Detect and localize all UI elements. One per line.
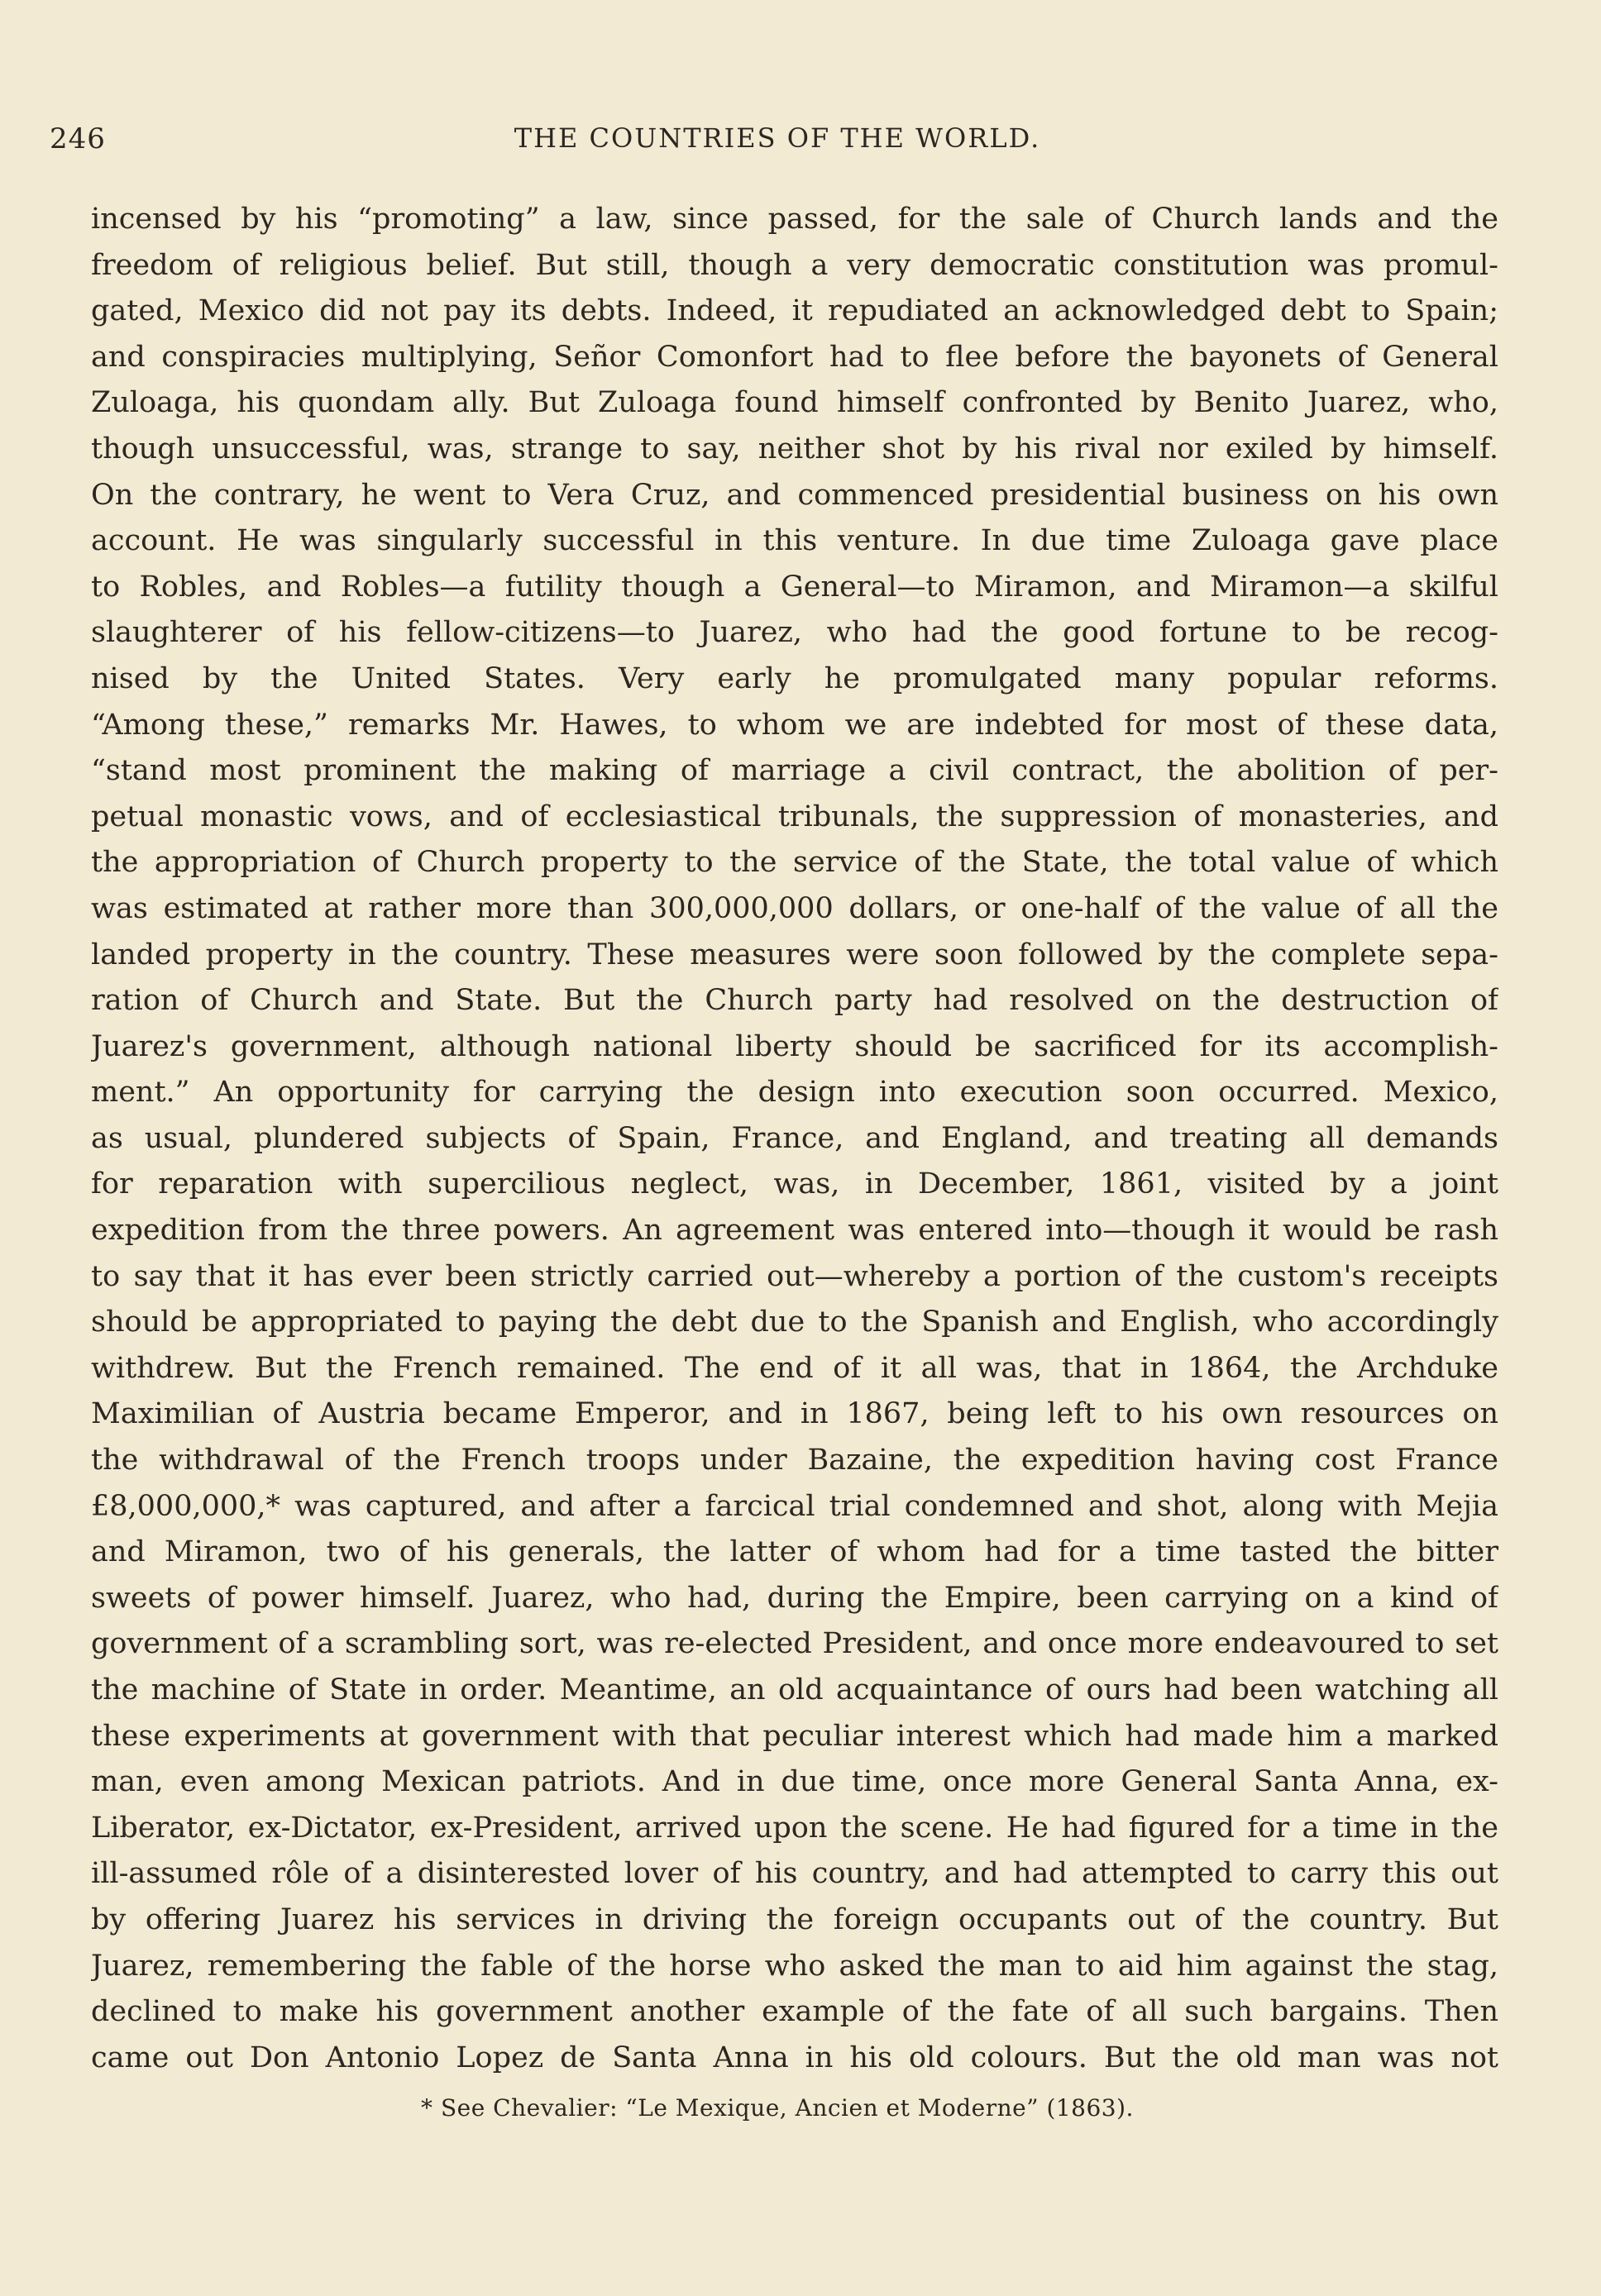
text-line: was estimated at rather more than 300,000,000 dollars, or one-half of the value of all the <box>91 891 1498 925</box>
text-line: as usual, plundered subjects of Spain, France, and England, and treating all demands <box>91 1121 1498 1155</box>
footnote: * See Chevalier: “Le Mexique, Ancien et Moderne” (1863). <box>421 2094 1134 2122</box>
text-line: freedom of religious belief. But still, though a very democratic constitution was promul- <box>91 248 1498 282</box>
text-line: “Among these,” remarks Mr. Hawes, to whom we are indebted for most of these data, <box>91 708 1498 742</box>
text-line: landed property in the country. These measures were soon followed by the complete sepa- <box>91 938 1498 971</box>
text-line: though unsuccessful, was, strange to say, neither shot by his rival nor exiled by himself. <box>91 432 1498 465</box>
text-line: the withdrawal of the French troops under Bazaine, the expedition having cost France <box>91 1444 1498 1477</box>
text-line: slaughterer of his fellow-citizens—to Juarez, who had the good fortune to be recog- <box>91 616 1498 650</box>
text-line: came out Don Antonio Lopez de Santa Anna in his old colours. But the old man was not <box>91 2041 1498 2074</box>
text-line: ment.” An opportunity for carrying the design into execution soon occurred. Mexico, <box>91 1076 1498 1110</box>
text-line: expedition from the three powers. An agreement was entered into—though it would be rash <box>91 1214 1498 1248</box>
text-line: account. He was singularly successful in this venture. In due time Zuloaga gave place <box>91 524 1498 558</box>
text-line: ill-assumed rôle of a disinterested lover of his country, and had attempted to carry this out <box>91 1857 1498 1891</box>
text-line: declined to make his government another example of the fate of all such bargains. Then <box>91 1995 1498 2029</box>
text-line: man, even among Mexican patriots. And in due time, once more General Santa Anna, ex- <box>91 1765 1498 1799</box>
text-line: Zuloaga, his quondam ally. But Zuloaga found himself confronted by Benito Juarez, who, <box>91 386 1498 420</box>
text-line: ration of Church and State. But the Church party had resolved on the destruction of <box>91 984 1498 1018</box>
text-line: these experiments at government with that peculiar interest which had made him a marked <box>91 1719 1498 1753</box>
text-line: and Miramon, two of his generals, the latter of whom had for a time tasted the bitter <box>91 1535 1498 1569</box>
text-line: by offering Juarez his services in driving the foreign occupants out of the country. But <box>91 1902 1498 1936</box>
text-line: Juarez's government, although national liberty should be sacrificed for its accomplish- <box>91 1029 1498 1063</box>
text-line: incensed by his “promoting” a law, since passed, for the sale of Church lands and the <box>91 203 1498 236</box>
text-line: the machine of State in order. Meantime, an old acquaintance of ours had been watching all <box>91 1673 1498 1706</box>
text-line: to say that it has ever been strictly carried out—whereby a portion of the custom's receipts <box>91 1259 1498 1293</box>
text-line: for reparation with supercilious neglect, was, in December, 1861, visited by a joint <box>91 1167 1498 1201</box>
text-line: government of a scrambling sort, was re-elected President, and once more endeavoured to set <box>91 1627 1498 1661</box>
text-line: petual monastic vows, and of ecclesiastical tribunals, the suppression of monasteries, and <box>91 800 1498 833</box>
text-line: Maximilian of Austria became Emperor, and in 1867, being left to his own resources on <box>91 1397 1498 1431</box>
text-line: and conspiracies multiplying, Señor Comonfort had to flee before the bayonets of General <box>91 340 1498 374</box>
text-line: withdrew. But the French remained. The end of it all was, that in 1864, the Archduke <box>91 1351 1498 1385</box>
text-line: “stand most prominent the making of marriage a civil contract, the abolition of per- <box>91 754 1498 788</box>
text-line: should be appropriated to paying the debt due to the Spanish and English, who accordingly <box>91 1306 1498 1339</box>
text-line: On the contrary, he went to Vera Cruz, and commenced presidential business on his own <box>91 478 1498 512</box>
text-line: gated, Mexico did not pay its debts. Indeed, it repudiated an acknowledged debt to Spain; <box>91 294 1498 328</box>
page-header <box>50 122 1505 164</box>
text-line: to Robles, and Robles—a futility though a General—to Miramon, and Miramon—a skilful <box>91 570 1498 604</box>
running-title: THE COUNTRIES OF THE WORLD. <box>514 122 1041 154</box>
body-text <box>91 197 1498 2081</box>
text-line: nised by the United States. Very early he promulgated many popular reforms. <box>91 661 1498 695</box>
text-line: Juarez, remembering the fable of the horse who asked the man to aid him against the stag, <box>91 1949 1498 1983</box>
text-line: Liberator, ex-Dictator, ex-President, arrived upon the scene. He had figured for a time in the <box>91 1811 1498 1845</box>
text-line: the appropriation of Church property to the service of the State, the total value of which <box>91 846 1498 880</box>
text-line: sweets of power himself. Juarez, who had, during the Empire, been carrying on a kind of <box>91 1581 1498 1615</box>
text-line: £8,000,000,* was captured, and after a farcical trial condemned and shot, along with Mejia <box>91 1489 1498 1523</box>
page-number: 246 <box>50 122 106 155</box>
